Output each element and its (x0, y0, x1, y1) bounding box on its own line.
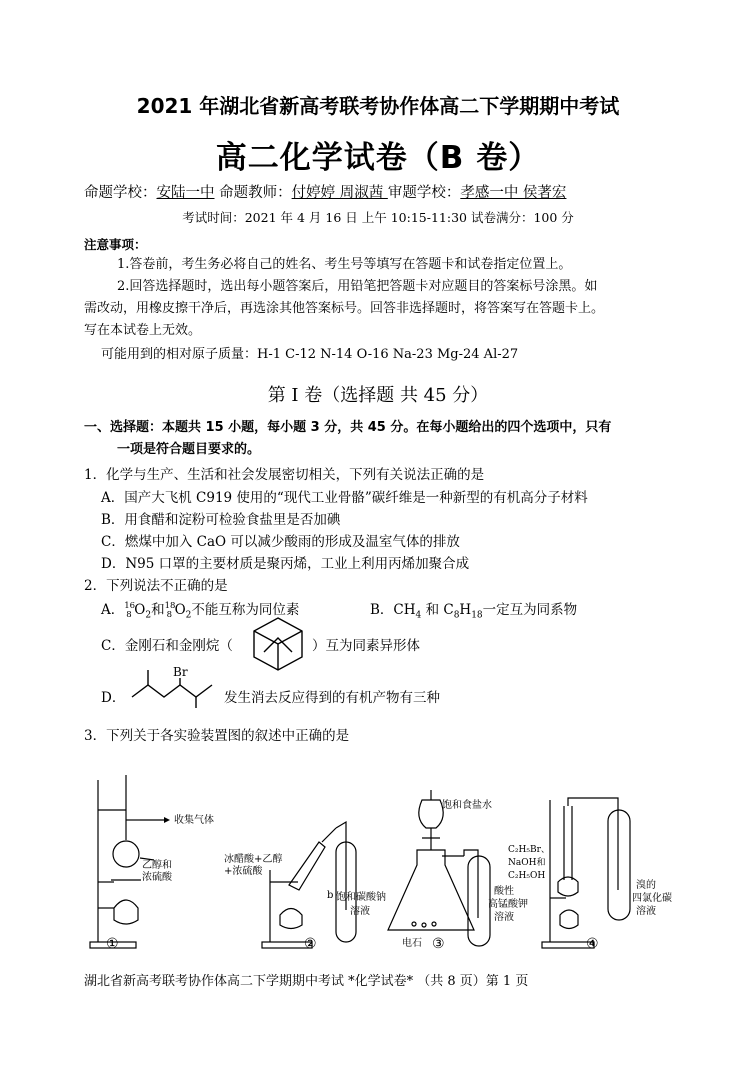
q2-option-d-label: D． (101, 690, 126, 706)
bromoalkane-structure (126, 664, 216, 712)
q2-a-tail: 不能互称为同位素 (191, 602, 300, 618)
fig2-label-a1: 冰醋酸+乙醇 (224, 854, 283, 865)
fig1-number: ① (106, 936, 119, 952)
fig1-label-gas: 收集气体 (174, 815, 214, 826)
fig3-number: ③ (432, 936, 445, 952)
q2-stem: 2．下列说法不正确的是 (84, 578, 228, 594)
q2-option-c-tail: ）互为同素异形体 (312, 638, 420, 654)
q2-option-b: B．$CH_4$ 和 $C_8H_{18}$一定互为同系物 (370, 602, 578, 621)
page-footer: 湖北省新高考联考协作体高二下学期期中考试 *化学试卷* （共 8 页）第 1 页 (84, 974, 529, 989)
notice-item-2-line1: 2.回答选择题时，选出每小题答案后，用铅笔把答题卡对应题目的答案标号涂黑。如 (117, 279, 598, 294)
apparatus-4 (542, 798, 630, 948)
fig1-label-reagent-2: 浓硫酸 (142, 872, 172, 883)
o16-mass: 16 (124, 601, 136, 611)
fig2-label-a2: +浓硫酸 (224, 866, 263, 877)
fig4-label-r3: C₂H₅OH (508, 871, 546, 881)
atomic-mass-line: 可能用到的相对原子质量：H-1 C-12 N-14 O-16 Na-23 Mg-24 Al-27 (101, 347, 519, 362)
notice-item-2-line2: 需改动，用橡皮擦干净后，再选涂其他答案标号。回答非选择题时，将答案写在答题卡上。 (84, 301, 605, 316)
q2-a-label: A． (101, 602, 125, 618)
q1-stem: 1．化学与生产、生活和社会发展密切相关，下列有关说法正确的是 (84, 467, 485, 483)
fig3-label-stone: 电石 (402, 938, 422, 949)
setter-teachers: 付婷婷 周淑茜 (291, 185, 388, 201)
notice-item-1: 1.答卷前，考生务必将自己的姓名、考生号等填写在答题卡和试卷指定位置上。 (117, 257, 572, 272)
exam-subtitle: 高二化学试卷（B 卷） (215, 140, 541, 176)
q1-option-b: B．用食醋和淀粉可检验食盐里是否加碘 (101, 512, 341, 528)
isotope-16 (124, 602, 134, 618)
fig2-label-b: b (327, 890, 334, 901)
q2-b-and: 和 (425, 602, 440, 618)
q2-option-a: A． 16 8 $O_2$和 18 8 $O_2$不能互称为同位素 (101, 601, 300, 621)
q2-b-text: 一定互为同系物 (482, 602, 578, 618)
fig2-label-c2: 溶液 (350, 906, 370, 917)
o18-z: 8 (166, 610, 172, 620)
notice-item-2-line3: 写在本试卷上无效。 (84, 323, 202, 338)
o16-z: 8 (126, 610, 132, 620)
fig4-number: ④ (586, 936, 599, 952)
apparatus-3 (388, 790, 490, 946)
fig3-label-k1: 酸性 (494, 886, 514, 897)
q2-b-label: B． (370, 602, 394, 618)
apparatus-2 (262, 822, 356, 948)
fig4-label-s3: 溶液 (636, 906, 656, 917)
isotope-18 (165, 602, 175, 618)
q2-a-mid: 和 (151, 602, 165, 618)
experiment-apparatus-figure (84, 770, 674, 960)
q1-option-a: A．国产大飞机 C919 使用的“现代工业骨骼”碳纤维是一种新型的有机高分子材料 (101, 490, 588, 506)
q1-option-c: C．燃煤中加入 CaO 可以减少酸雨的形成及温室气体的排放 (101, 534, 460, 550)
fig4-label-s1: 溴的 (636, 880, 656, 891)
reviewer: 孝感一中 侯著宏 (460, 185, 567, 201)
fig2-label-c1: 饱和碳酸钠 (336, 892, 386, 903)
fig4-label-r2: NaOH和 (508, 858, 546, 868)
setter-school: 安陆一中 (156, 185, 215, 201)
exam-meta (84, 181, 566, 202)
fig1-label-reagent-1: 乙醇和 (142, 860, 172, 871)
reviewer-school-label: 审题学校： (387, 185, 461, 201)
section-1-intro-line1: 一、选择题：本题共 15 小题，每小题 3 分，共 45 分。在每小题给出的四个选项中，只有 (84, 420, 612, 435)
bromine-label: Br (173, 665, 188, 679)
q3-stem: 3．下列关于各实验装置图的叙述中正确的是 (84, 728, 350, 744)
q1-option-d: D．N95 口罩的主要材质是聚丙烯，工业上利用丙烯加聚合成 (101, 556, 470, 572)
fig4-label-r1: C₂H₅Br、 (508, 845, 550, 855)
notice-heading: 注意事项： (84, 237, 147, 252)
o18-mass: 18 (164, 601, 176, 611)
exam-title: 2021 年湖北省新高考联考协作体高二下学期期中考试 (136, 94, 620, 118)
setter-teacher-label: 命题教师： (219, 185, 292, 201)
q2-option-c-label: C．金刚石和金刚烷（ (101, 638, 233, 654)
adamantane-structure (247, 614, 309, 674)
q2-option-d-tail: 发生消去反应得到的有机产物有三种 (224, 690, 440, 706)
fig3-label-k3: 溶液 (494, 912, 514, 923)
fig4-label-s2: 四氯化碳 (632, 893, 672, 904)
fig2-number: ② (304, 936, 317, 952)
section-1-intro-line2: 一项是符合题目要求的。 (117, 442, 261, 457)
setter-school-label: 命题学校： (84, 185, 157, 201)
exam-time-line: 考试时间：2021 年 4 月 16 日 上午 10:15-11:30 试卷满分：100 分 (182, 210, 574, 225)
section-1-heading: 第 I 卷（选择题 共 45 分） (267, 385, 489, 406)
fig3-label-water: 饱和食盐水 (442, 800, 492, 811)
fig3-label-k2: 高锰酸钾 (488, 899, 528, 910)
